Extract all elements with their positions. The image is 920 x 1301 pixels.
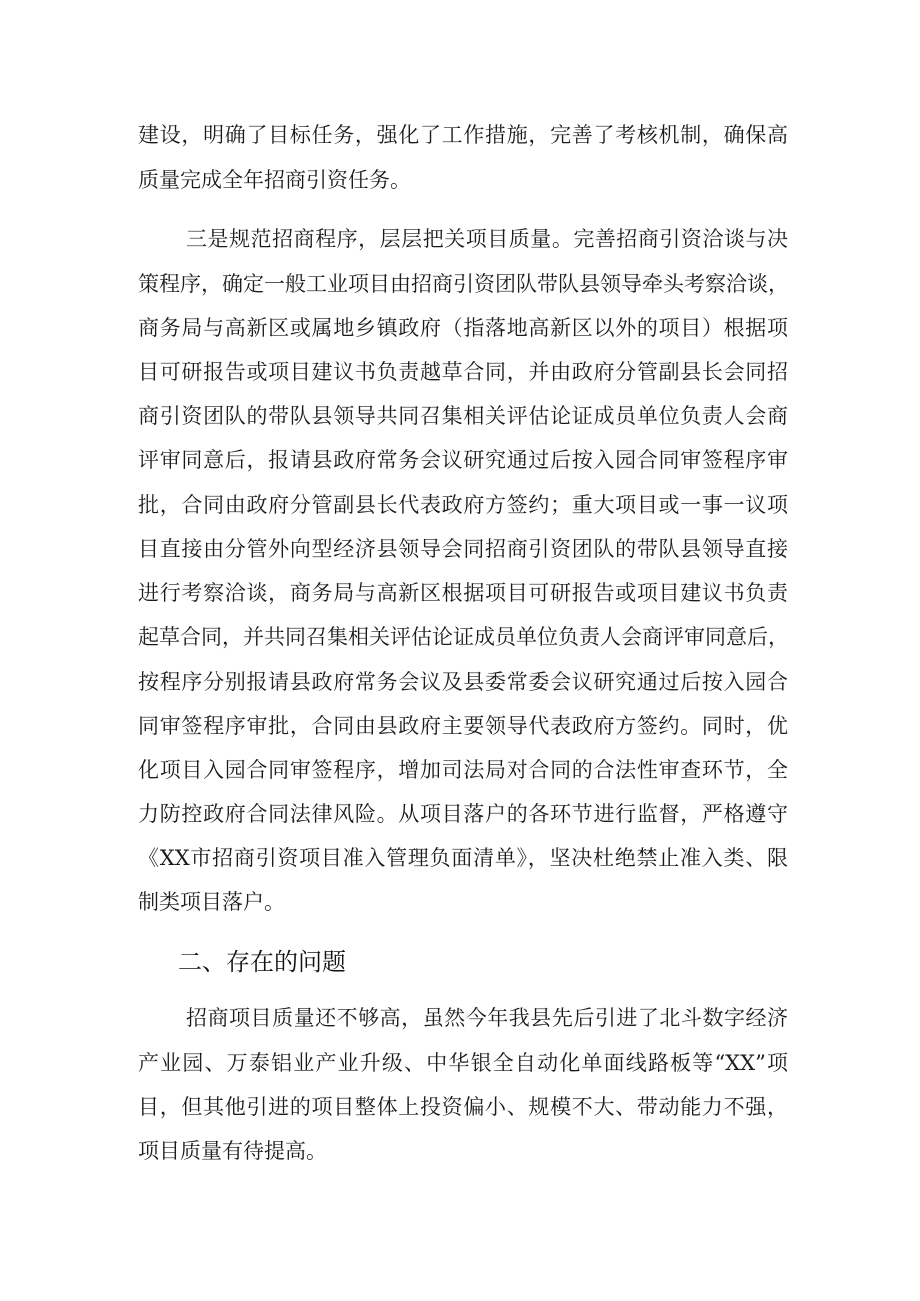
- paragraph-1-line: 建设，明确了目标任务，强化了工作措施，完善了考核机制，确保高: [138, 123, 788, 147]
- section-heading: 二、存在的问题: [178, 948, 346, 976]
- paragraph-2-line: 按程序分别报请县政府常务会议及县委常委会议研究通过后按入园合: [138, 670, 788, 694]
- paragraph-2-line: 目直接由分管外向型经济县领导会同招商引资团队的带队县领导直接: [138, 537, 788, 561]
- paragraph-3-line: 目，但其他引进的项目整体上投资偏小、规模不大、带动能力不强，: [138, 1095, 788, 1119]
- paragraph-3-line: 招商项目质量还不够高，虽然今年我县先后引进了北斗数字经济: [186, 1006, 788, 1030]
- paragraph-2-line: 批，合同由政府分管副县长代表政府方签约；重大项目或一事一议项: [138, 493, 788, 517]
- paragraph-2-line: 目可研报告或项目建议书负责越草合同，并由政府分管副县长会同招: [138, 360, 788, 384]
- paragraph-3-line: 产业园、万泰铝业产业升级、中华银全自动化单面线路板等“XX”项: [138, 1051, 788, 1075]
- paragraph-2-line: 商务局与高新区或属地乡镇政府（指落地高新区以外的项目）根据项: [138, 316, 788, 340]
- paragraph-2-line: 进行考察洽谈，商务局与高新区根据项目可研报告或项目建议书负责: [138, 581, 788, 605]
- paragraph-3-line: 项目质量有待提高。: [138, 1139, 327, 1163]
- paragraph-2-line: 力防控政府合同法律风险。从项目落户的各环节进行监督，严格遵守: [138, 802, 788, 826]
- paragraph-2-line: 《XX市招商引资项目准入管理负面清单》，坚决杜绝禁止准入类、限: [138, 846, 788, 870]
- paragraph-2-line: 三是规范招商程序，层层把关项目质量。完善招商引资洽谈与决: [186, 227, 788, 251]
- paragraph-2-line: 评审同意后，报请县政府常务会议研究通过后按入园合同审签程序审: [138, 448, 788, 472]
- paragraph-2-line: 同审签程序审批，合同由县政府主要领导代表政府方签约。同时，优: [138, 714, 788, 738]
- paragraph-2-line: 起草合同，并共同召集相关评估论证成员单位负责人会商评审同意后，: [138, 625, 789, 649]
- paragraph-2-line: 制类项目落户。: [138, 890, 285, 914]
- paragraph-2-line: 化项目入园合同审签程序，增加司法局对合同的合法性审查环节，全: [138, 758, 788, 782]
- paragraph-2-line: 策程序，确定一般工业项目由招商引资团队带队县领导牵头考察洽谈，: [138, 272, 789, 296]
- paragraph-1-line: 质量完成全年招商引资任务。: [138, 168, 411, 192]
- paragraph-2-line: 商引资团队的带队县领导共同召集相关评估论证成员单位负责人会商: [138, 404, 788, 428]
